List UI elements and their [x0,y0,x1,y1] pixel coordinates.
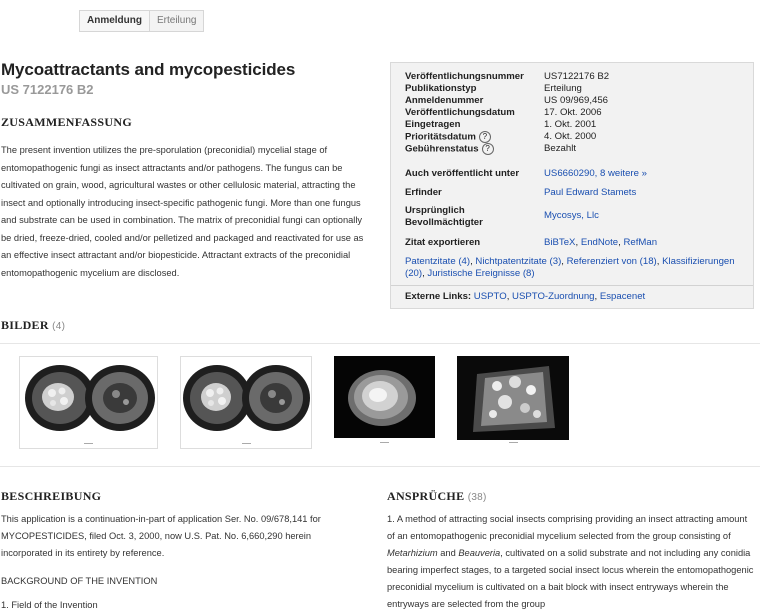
claim-text-emphasis: Metarhizium [387,548,438,558]
bait-block-illustration [457,356,569,447]
legal-events-link[interactable]: Juristische Ereignisse (8) [427,268,535,279]
meta-label-text: Prioritätsdatum [405,131,476,143]
uspto-assignment-link[interactable]: USPTO-Zuordnung [512,291,595,302]
meta-label: Ursprünglich Bevollmächtigter [405,205,483,228]
meta-label-text: Gebührenstatus [405,143,479,155]
meta-value: US 09/969,456 [544,95,609,106]
tab-bar [79,10,204,32]
non-patent-citations-link[interactable]: Nichtpatentzitate (3) [475,256,562,267]
external-links-label: Externe Links: [405,291,472,302]
export-endnote-link[interactable]: EndNote [580,237,619,248]
meta-label [405,143,494,155]
classifications-link[interactable]: Klassifizierungen (20) [405,256,735,279]
claim-text: , cultivated on a solid substrate and not including any conidia bearing imperfect stages, to a targeted social insect locus wherein the entomopathogenic preconidial mycelium is cultivated on a bait block with insect entryways wherein the entryways are selected from the group [387,548,754,609]
also-published-link[interactable]: US6660290, 8 weitere » [544,168,647,179]
export-refman-link[interactable]: RefMan [623,237,658,248]
meta-label: Zitat exportieren [405,237,481,248]
espacenet-link[interactable]: Espacenet [599,291,646,302]
patent-number: US 7122176 B2 [1,82,94,97]
images-count: (4) [52,321,66,332]
divider [391,285,753,286]
help-icon[interactable]: ? [482,143,494,155]
claim-text: and [437,548,459,558]
meta-label: Publikationstyp [405,83,477,94]
images-heading [1,318,65,333]
referenced-by-link[interactable]: Referenziert von (18) [566,256,657,267]
petri-dishes-illustration [20,357,157,448]
patent-image-thumbnail[interactable] [334,356,435,447]
claims-heading-label: ANSPRÜCHE [387,489,465,503]
mycelium-culture-illustration [334,356,435,447]
description-heading: BESCHREIBUNG [1,489,102,503]
divider [0,343,760,344]
export-bibtex-link[interactable]: BiBTeX [544,237,576,248]
meta-value: US7122176 B2 [544,71,610,82]
claim-text: 1. A method of attracting social insects comprising providing an insect attracting amount of an entomopathogenic preconidial mycelium selected from the group consisting of [387,514,748,541]
patent-citations-link[interactable]: Patentzitate (4) [405,256,471,267]
inventor-link[interactable]: Paul Edward Stamets [544,187,637,198]
claims-heading [387,489,487,504]
abstract-text: The present invention utilizes the pre-sporulation (preconidial) mycelial stage of entomopathogenic fungi as insect attractants and/or pathogens. The fungus can be cultivated on grain, wood, agricultural wastes or other cellulosic material, attracting the insect and optionally introducing insect-specific pathogenic fungi. More than one fungus and substrate can be used in combination. The matrix of preconidial fungi can optionally be dried, freeze-dried, cooled and/or pelletized and packaged and reactivated for use as an effective insect attractant and/or biopesticide. Attractant extracts of the preconidial entomopathogenic mycelium are disclosed. [1,145,364,278]
description-field-heading: 1. Field of the Invention [1,600,98,610]
meta-value: 4. Okt. 2000 [544,131,597,142]
meta-label: Eingetragen [405,119,461,130]
patent-image-thumbnail[interactable] [19,356,158,449]
page-title: Mycoattractants and mycopesticides [1,60,296,79]
meta-value: Erteilung [544,83,582,94]
help-icon[interactable]: ? [479,131,491,143]
citation-links: Patentzitate (4), Nichtpatentzitate (3), Referenziert von (18), Klassifizierungen (20), Juristische Ereignisse (8) [405,256,735,279]
meta-value: 1. Okt. 2001 [544,119,597,130]
meta-label: Veröffentlichungsdatum [405,107,515,118]
tab-erteilung[interactable]: Erteilung [149,10,204,32]
meta-label: Erfinder [405,187,442,198]
export-links: BiBTeX, EndNote, RefMan [544,237,658,248]
claim-text-emphasis: Beauveria [458,548,501,558]
tab-anmeldung[interactable]: Anmeldung [79,10,149,32]
description-background-heading: BACKGROUND OF THE INVENTION [1,576,158,586]
meta-label: Auch veröffentlicht unter [405,168,520,179]
description-paragraph: This application is a continuation-in-part of application Ser. No. 09/678,141 for MYCOPESTICIDES, filed Oct. 3, 2000, now U.S. Pat. No. 6,660,290 herein incorporated in its entirety by reference. [1,514,321,558]
claims-count: (38) [467,492,487,503]
divider [0,466,760,467]
patent-image-thumbnail[interactable] [180,356,312,449]
external-links-row: Externe Links: USPTO, USPTO-Zuordnung, Espacenet [405,291,646,302]
images-heading-label: BILDER [1,318,49,332]
assignee-link[interactable]: Mycosys, Llc [544,210,599,221]
abstract-heading: ZUSAMMENFASSUNG [1,115,132,129]
metadata-panel [390,62,754,309]
claim-1-text [387,511,757,613]
patent-image-thumbnail[interactable] [457,356,569,447]
meta-label: Anmeldenummer [405,95,484,106]
uspto-link[interactable]: USPTO [473,291,507,302]
meta-label [405,131,491,143]
meta-value: 17. Okt. 2006 [544,107,602,118]
meta-label: Veröffentlichungsnummer [405,71,524,82]
petri-dishes-illustration [181,357,311,448]
meta-value: Bezahlt [544,143,576,154]
